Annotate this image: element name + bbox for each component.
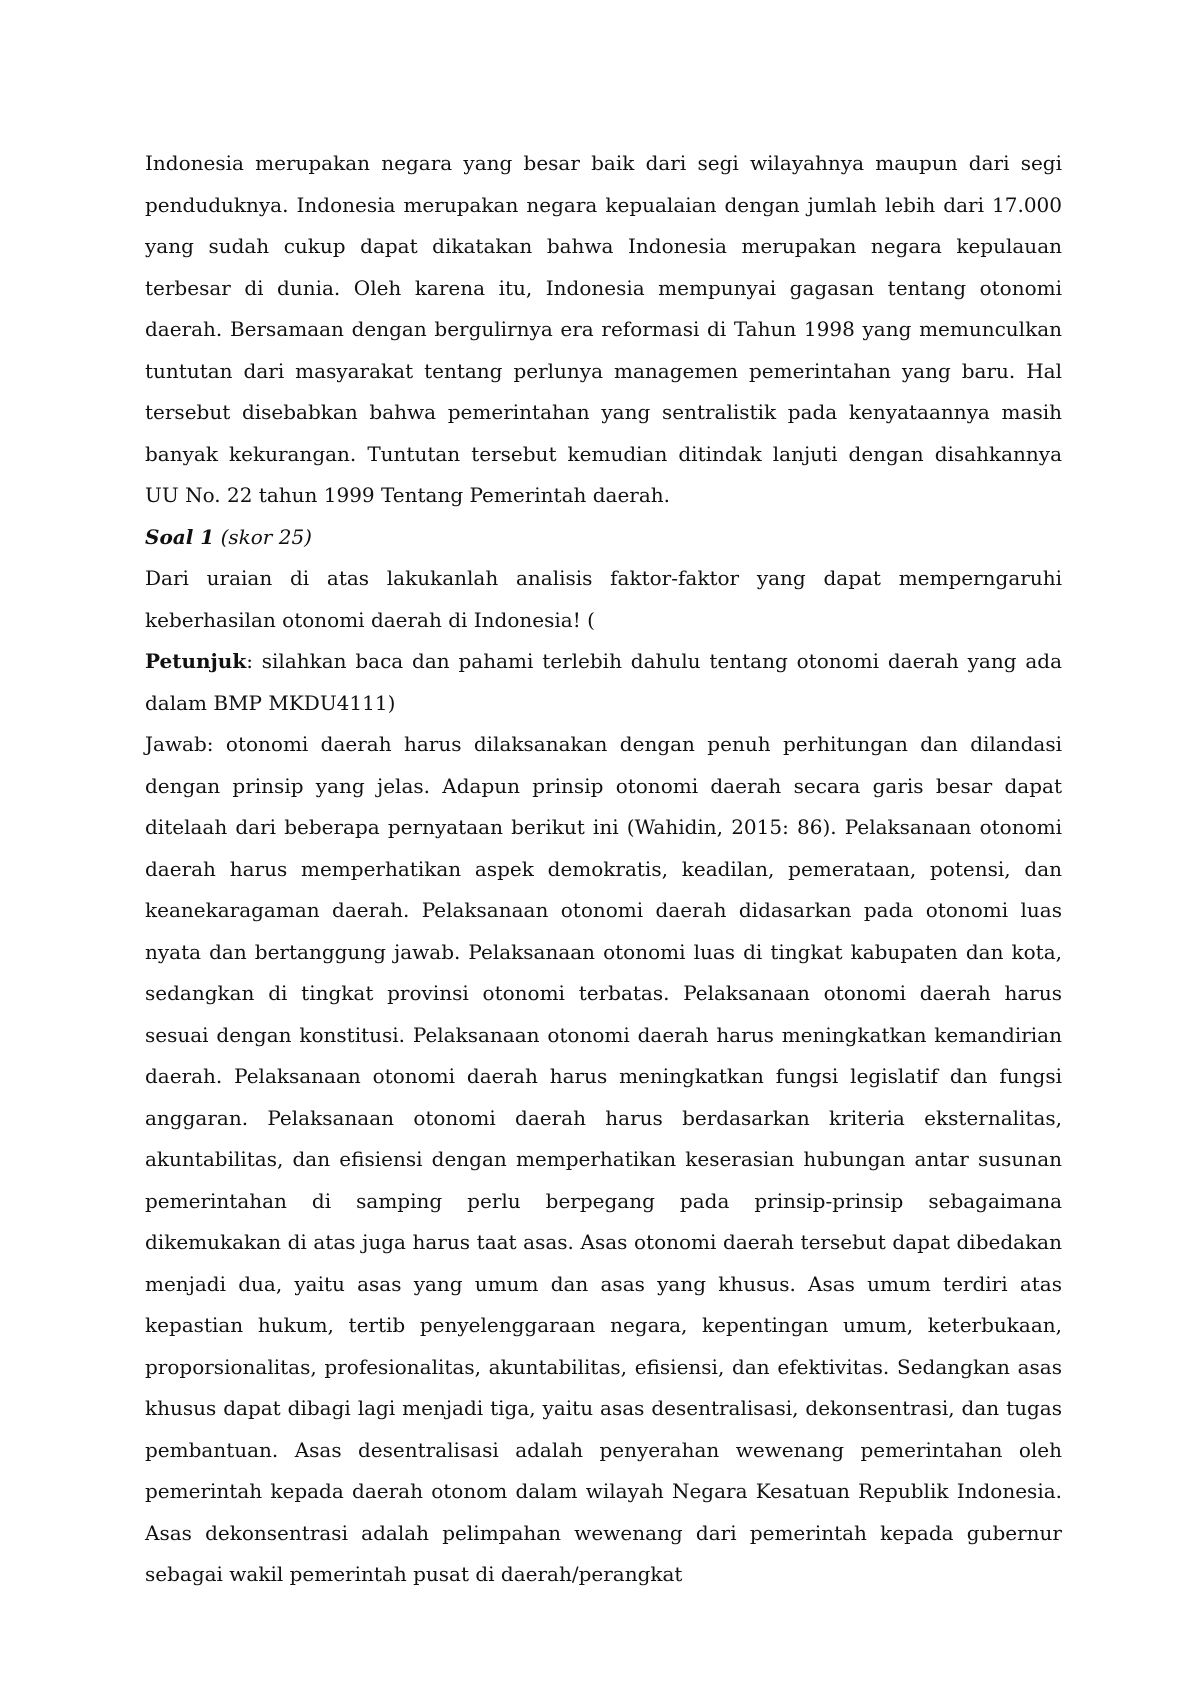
hint-text: : silahkan baca dan pahami terlebih dahulu tentang otonomi daerah yang ada dalam BMP MKDU4111): [145, 649, 1062, 715]
question-label: Soal 1: [145, 524, 215, 549]
intro-paragraph: Indonesia merupakan negara yang besar baik dari segi wilayahnya maupun dari segi penduduknya. Indonesia merupakan negara kepualaian dengan jumlah lebih dari 17.000 yang sudah cukup dapat dikatakan bahwa Indonesia merupakan negara kepulauan terbesar di dunia. Oleh karena itu, Indonesia mempunyai gagasan tentang otonomi daerah. Bersamaan dengan bergulirnya era reformasi di Tahun 1998 yang memunculkan tuntutan dari masyarakat tentang perlunya managemen pemerintahan yang baru. Hal tersebut disebabkan bahwa pemerintahan yang sentralistik pada kenyataannya masih banyak kekurangan. Tuntutan tersebut kemudian ditindak lanjuti dengan disahkannya UU No. 22 tahun 1999 Tentang Pemerintah daerah.: [145, 151, 1062, 507]
question-score: (skor 25): [220, 524, 312, 549]
question-text: Dari uraian di atas lakukanlah analisis faktor-faktor yang dapat memperngaruhi keberhasilan otonomi daerah di Indonesia! (: [145, 566, 1062, 632]
question-heading: [145, 517, 1062, 559]
question-hint: [145, 641, 1062, 724]
document-page: [145, 143, 1062, 1596]
hint-label: Petunjuk: [145, 649, 247, 673]
answer-paragraph: Jawab: otonomi daerah harus dilaksanakan dengan penuh perhitungan dan dilandasi dengan prinsip yang jelas. Adapun prinsip otonomi daerah secara garis besar dapat ditelaah dari beberapa pernyataan berikut ini (Wahidin, 2015: 86). Pelaksanaan otonomi daerah harus memperhatikan aspek demokratis, keadilan, pemerataan, potensi, dan keanekaragaman daerah. Pelaksanaan otonomi daerah didasarkan pada otonomi luas nyata dan bertanggung jawab. Pelaksanaan otonomi luas di tingkat kabupaten dan kota, sedangkan di tingkat provinsi otonomi terbatas. Pelaksanaan otonomi daerah harus sesuai dengan konstitusi. Pelaksanaan otonomi daerah harus meningkatkan kemandirian daerah. Pelaksanaan otonomi daerah harus meningkatkan fungsi legislatif dan fungsi anggaran. Pelaksanaan otonomi daerah harus berdasarkan kriteria eksternalitas, akuntabilitas, dan efisiensi dengan memperhatikan keserasian hubungan antar susunan pemerintahan di samping perlu berpegang pada prinsip-prinsip sebagaimana dikemukakan di atas juga harus taat asas. Asas otonomi daerah tersebut dapat dibedakan menjadi dua, yaitu asas yang umum dan asas yang khusus. Asas umum terdiri atas kepastian hukum, tertib penyelenggaraan negara, kepentingan umum, keterbukaan, proporsionalitas, profesionalitas, akuntabilitas, efisiensi, dan efektivitas. Sedangkan asas khusus dapat dibagi lagi menjadi tiga, yaitu asas desentralisasi, dekonsentrasi, dan tugas pembantuan. Asas desentralisasi adalah penyerahan wewenang pemerintahan oleh pemerintah kepada daerah otonom dalam wilayah Negara Kesatuan Republik Indonesia. Asas dekonsentrasi adalah pelimpahan wewenang dari pemerintah kepada gubernur sebagai wakil pemerintah pusat di daerah/perangkat: [145, 732, 1062, 1586]
